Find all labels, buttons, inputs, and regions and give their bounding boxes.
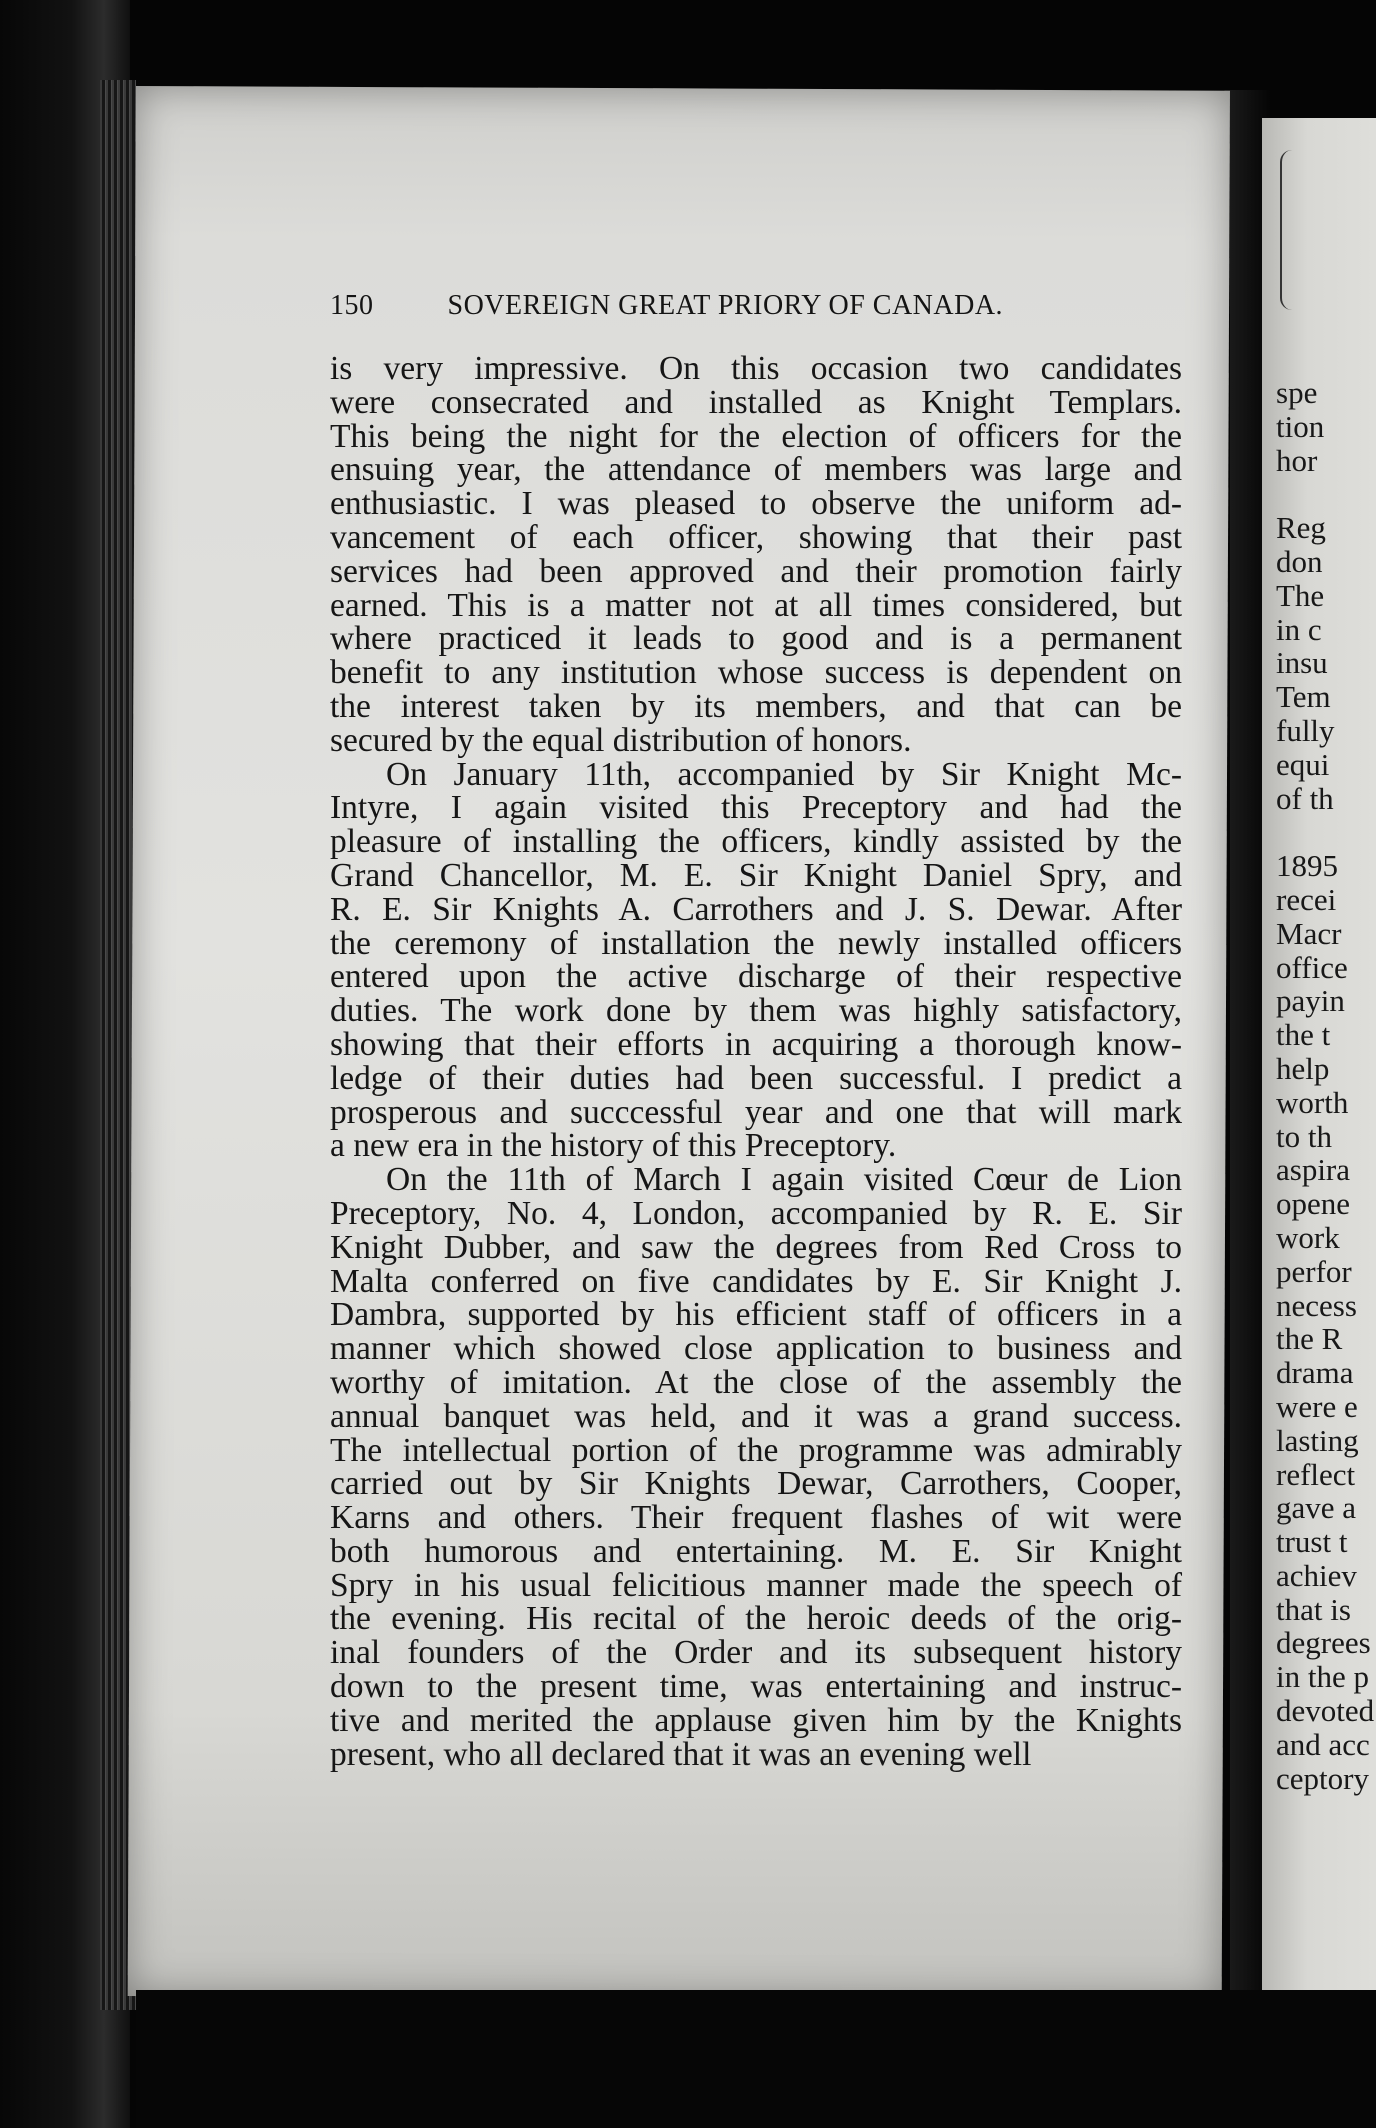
facing-page-line <box>1276 477 1376 511</box>
facing-page-line: don <box>1276 543 1323 579</box>
text-line: present, who all declared that it was an evening well <box>330 1735 1032 1773</box>
facing-page-line: necess <box>1276 1287 1357 1323</box>
page-number: 150 <box>330 290 374 321</box>
facing-page-line: to th <box>1276 1118 1332 1154</box>
text-line: is very impressive. On this occasion two candidates <box>330 350 1182 387</box>
facing-page-line: fully <box>1276 712 1335 748</box>
text-line: tive and merited the applause given him by the Knights <box>330 1701 1182 1739</box>
text-line: worthy of imitation. At the close of the assembly the <box>330 1363 1182 1401</box>
facing-page-line: and acc <box>1276 1726 1370 1762</box>
text-line: manner which showed close application to business and <box>330 1330 1182 1368</box>
facing-page-line: devoted <box>1276 1693 1375 1729</box>
text-line: showing that their efforts in acquiring a thorough know- <box>330 1025 1182 1063</box>
facing-page-line: tion <box>1276 408 1325 444</box>
text-line: The intellectual portion of the programme was admirably <box>330 1431 1182 1469</box>
text-line: Preceptory, No. 4, London, accompanied by R. E. Sir <box>330 1194 1182 1232</box>
facing-page-line: equi <box>1276 746 1330 782</box>
facing-page-line: The <box>1276 577 1325 613</box>
text-line: carried out by Sir Knights Dewar, Carrothers, Cooper, <box>330 1465 1182 1503</box>
facing-page-line: lasting <box>1276 1422 1359 1458</box>
pencil-bracket-mark <box>1280 150 1294 310</box>
text-line: inal founders of the Order and its subsequent history <box>330 1634 1182 1672</box>
text-line: both humorous and entertaining. M. E. Sir Knight <box>330 1532 1182 1570</box>
facing-page-line: recei <box>1276 881 1337 917</box>
facing-page-line: of th <box>1276 780 1334 816</box>
facing-page-line: degrees <box>1276 1625 1371 1661</box>
text-line: ledge of their duties had been successful. I predict a <box>330 1059 1182 1097</box>
text-line: earned. This is a matter not at all times considered, but <box>330 586 1182 624</box>
text-line: Spry in his usual felicitious manner made the speech of <box>330 1566 1182 1604</box>
facing-page-line: in c <box>1276 611 1322 647</box>
text-line: the evening. His recital of the heroic deeds of the orig- <box>330 1600 1182 1638</box>
text-line: annual banquet was held, and it was a grand success. <box>330 1397 1182 1435</box>
facing-page-line: trust t <box>1276 1524 1348 1560</box>
text-line: vancement of each officer, showing that their past <box>330 518 1182 556</box>
paragraph-3 <box>330 1163 1182 1771</box>
facing-page-line: hor <box>1276 442 1318 478</box>
facing-page-line: Tem <box>1276 679 1331 715</box>
running-head: SOVEREIGN GREAT PRIORY OF CANADA. <box>447 290 1004 321</box>
facing-page-line: the t <box>1276 1017 1331 1053</box>
text-line: This being the night for the election of officers for the <box>330 417 1182 455</box>
text-line: secured by the equal distribution of honors. <box>330 721 912 759</box>
facing-page-line: payin <box>1276 983 1345 1019</box>
text-line: ensuing year, the attendance of members was large and <box>330 451 1182 489</box>
text-line: the interest taken by its members, and that can be <box>330 687 1182 725</box>
text-line: Knight Dubber, and saw the degrees from Red Cross to <box>330 1228 1182 1266</box>
text-line: Karns and others. Their frequent flashes of wit were <box>330 1499 1182 1537</box>
text-line: down to the present time, was entertaining and instruc- <box>330 1668 1182 1706</box>
facing-page <box>1262 118 1376 2018</box>
paragraph-2 <box>330 755 1182 1165</box>
facing-page-line: in the p <box>1276 1659 1369 1695</box>
text-line: duties. The work done by them was highly satisfactory, <box>330 992 1182 1030</box>
facing-page-line: worth <box>1276 1084 1349 1120</box>
text-line: On the 11th of March I again visited Cœur de Lion <box>386 1161 1182 1199</box>
facing-page-line: spe <box>1276 375 1318 410</box>
facing-page-line: the R <box>1276 1321 1343 1357</box>
bottom-shadow <box>136 1990 1376 2128</box>
text-line: pleasure of installing the officers, kindly assisted by the <box>330 823 1182 861</box>
text-line: services had been approved and their promotion fairly <box>330 552 1182 590</box>
text-line: Grand Chancellor, M. E. Sir Knight Daniel Spry, and <box>330 856 1182 894</box>
facing-page-line: insu <box>1276 645 1328 681</box>
text-line: Intyre, I again visited this Preceptory and had the <box>330 789 1182 827</box>
facing-page-line: ceptory <box>1276 1760 1369 1796</box>
page-body <box>330 352 1182 1771</box>
facing-page-line: office <box>1276 949 1348 985</box>
text-line: enthusiastic. I was pleased to observe the uniform ad- <box>330 485 1182 523</box>
text-line: Malta conferred on five candidates by E. Sir Knight J. <box>330 1262 1182 1300</box>
text-line: R. E. Sir Knights A. Carrothers and J. S. Dewar. After <box>330 890 1182 928</box>
text-line: Dambra, supported by his efficient staff of officers in a <box>330 1296 1182 1334</box>
facing-page-line: that is <box>1276 1591 1351 1627</box>
facing-page-text <box>1276 376 1376 1795</box>
facing-page-line: help <box>1276 1050 1330 1086</box>
facing-page-line: work <box>1276 1219 1340 1255</box>
facing-page-line: opene <box>1276 1186 1351 1222</box>
facing-page-line: were e <box>1276 1388 1358 1424</box>
text-line: prosperous and succcessful year and one that will mark <box>330 1093 1182 1131</box>
facing-page-line: aspira <box>1276 1152 1351 1188</box>
facing-page-line <box>1276 815 1376 849</box>
text-line: were consecrated and installed as Knight Templars. <box>330 383 1182 421</box>
facing-page-line: drama <box>1276 1355 1354 1391</box>
text-line: benefit to any institution whose success is dependent on <box>330 654 1182 692</box>
facing-page-line: reflect <box>1276 1456 1356 1492</box>
text-line: where practiced it leads to good and is a permanent <box>330 620 1182 658</box>
text-line: entered upon the active discharge of their respective <box>330 958 1182 996</box>
text-line: On January 11th, accompanied by Sir Knight Mc- <box>386 755 1182 793</box>
facing-page-line: gave a <box>1276 1490 1357 1526</box>
facing-page-line: perfor <box>1276 1253 1352 1289</box>
page-header <box>330 290 1256 322</box>
facing-page-line: Reg <box>1276 510 1326 546</box>
text-line: the ceremony of installation the newly installed officers <box>330 924 1182 962</box>
text-line: a new era in the history of this Preceptory. <box>330 1127 897 1165</box>
paragraph-1 <box>330 352 1182 758</box>
facing-page-line: 1895 <box>1276 848 1338 884</box>
facing-page-line: achiev <box>1276 1557 1357 1593</box>
facing-page-line: Macr <box>1276 915 1342 951</box>
